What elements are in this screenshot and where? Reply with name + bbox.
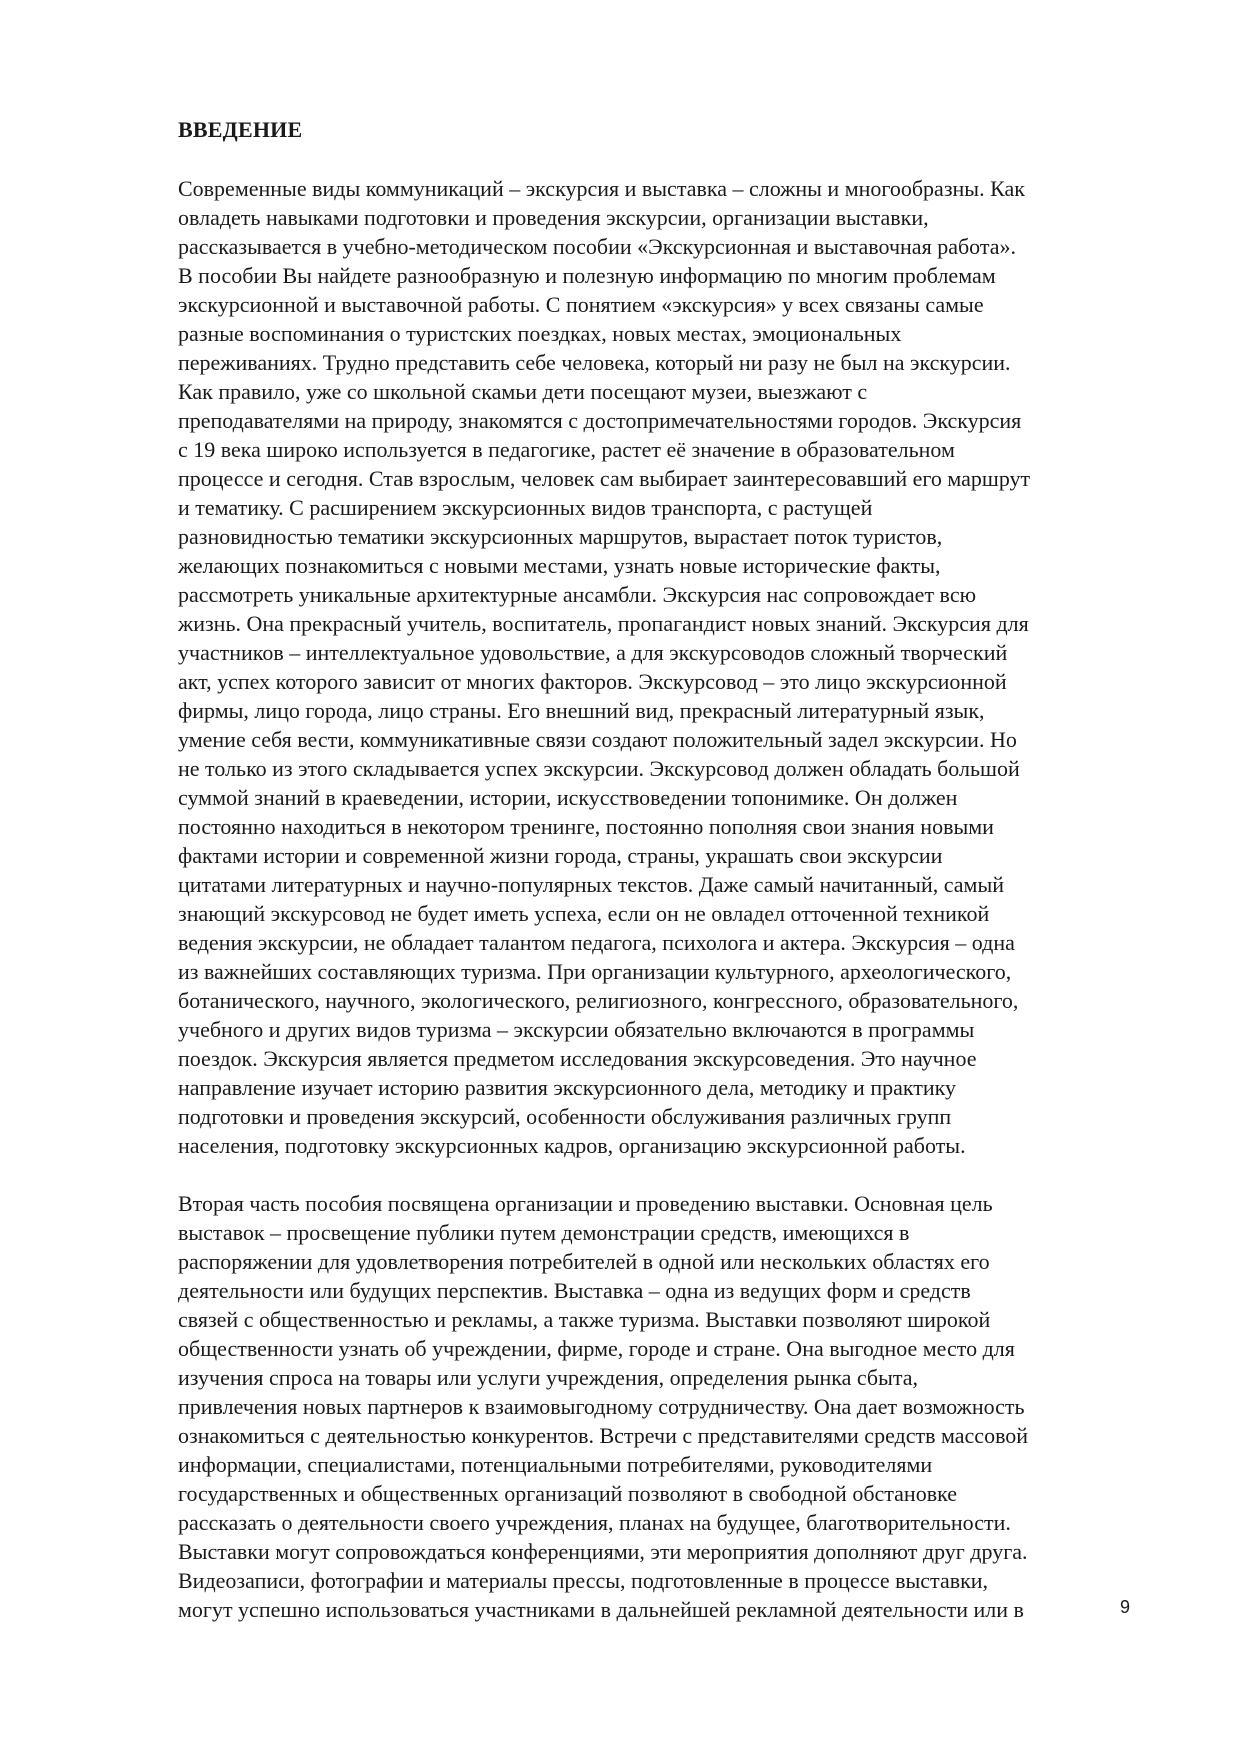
text-line: желающих познакомиться с новыми местами, узнать новые исторические факты, (178, 553, 941, 578)
text-line: экскурсионной и выставочной работы. С понятием «экскурсия» у всех связаны самые (178, 292, 984, 317)
text-line: направление изучает историю развития экскурсионного дела, методику и практику (178, 1075, 957, 1100)
text-line: деятельности или будущих перспектив. Выставка – одна из ведущих форм и средств (178, 1278, 971, 1303)
text-line: не только из этого складывается успех экскурсии. Экскурсовод должен обладать большой (178, 756, 1020, 781)
text-line: изучения спроса на товары или услуги учреждения, определения рынка сбыта, (178, 1365, 919, 1390)
text-line: привлечения новых партнеров к взаимовыгодному сотрудничеству. Она дает возможность (178, 1394, 1025, 1419)
text-line: Вторая часть пособия посвящена организации и проведению выставки. Основная цель (178, 1191, 993, 1216)
text-line: суммой знаний в краеведении, истории, искусствоведении топонимике. Он должен (178, 785, 958, 810)
text-line: ботанического, научного, экологического, религиозного, конгрессного, образовательного, (178, 988, 1019, 1013)
text-line: с 19 века широко используется в педагогике, растет её значение в образовательном (178, 437, 955, 462)
text-line: поездок. Экскурсия является предметом исследования экскурсоведения. Это научное (178, 1046, 977, 1071)
paragraph (178, 174, 1148, 1160)
page-number: 9 (1120, 1597, 1131, 1617)
text-line: распоряжении для удовлетворения потребителей в одной или нескольких областях его (178, 1249, 990, 1274)
text-line: разновидностью тематики экскурсионных маршрутов, вырастает поток туристов, (178, 524, 943, 549)
text-line: рассказывается в учебно-методическом пособии «Экскурсионная и выставочная работа». (178, 234, 1017, 259)
text-line: разные воспоминания о туристских поездках, новых местах, эмоциональных (178, 321, 902, 346)
text-line: связей с общественностью и рекламы, а также туризма. Выставки позволяют широкой (178, 1307, 991, 1332)
text-line: овладеть навыками подготовки и проведения экскурсии, организации выставки, (178, 205, 929, 230)
text-line: выставок – просвещение публики путем демонстрации средств, имеющихся в (178, 1220, 910, 1245)
text-line: преподавателями на природу, знакомятся с достопримечательностями городов. Экскурсия (178, 408, 1022, 433)
text-line: Выставки могут сопровождаться конференциями, эти мероприятия дополняют друг друга. (178, 1539, 1028, 1564)
text-line: В пособии Вы найдете разнообразную и полезную информацию по многим проблемам (178, 263, 996, 288)
text-line: умение себя вести, коммуникативные связи создают положительный задел экскурсии. Но (178, 727, 1017, 752)
text-line: фирмы, лицо города, лицо страны. Его внешний вид, прекрасный литературный язык, (178, 698, 985, 723)
text-line: участников – интеллектуальное удовольствие, а для экскурсоводов сложный творческий (178, 640, 1008, 665)
body-text (178, 174, 1148, 1624)
text-line: процессе и сегодня. Став взрослым, человек сам выбирает заинтересовавший его маршрут (178, 466, 1031, 491)
text-line: подготовки и проведения экскурсий, особенности обслуживания различных групп (178, 1104, 952, 1129)
text-line: учебного и других видов туризма – экскурсии обязательно включаются в программы (178, 1017, 975, 1042)
text-line: общественности узнать об учреждении, фирме, городе и стране. Она выгодное место для (178, 1336, 1015, 1361)
text-line: ведения экскурсии, не обладает талантом педагога, психолога и актера. Экскурсия – одна (178, 930, 1015, 955)
text-line: и тематику. С расширением экскурсионных видов транспорта, с растущей (178, 495, 873, 520)
text-line: акт, успех которого зависит от многих факторов. Экскурсовод – это лицо экскурсионной (178, 669, 1007, 694)
text-line: знающий экскурсовод не будет иметь успеха, если он не овладел отточенной техникой (178, 901, 990, 926)
page-heading: ВВЕДЕНИЕ (178, 117, 303, 142)
text-line: ознакомиться с деятельностью конкурентов. Встречи с представителями средств массовой (178, 1423, 1029, 1448)
page-content (178, 116, 1148, 1624)
text-line: жизнь. Она прекрасный учитель, воспитатель, пропагандист новых знаний. Экскурсия для (178, 611, 1029, 636)
text-line: Как правило, уже со школьной скамьи дети посещают музеи, выезжают с (178, 379, 868, 404)
text-line: рассмотреть уникальные архитектурные ансамбли. Экскурсия нас сопровождает всю (178, 582, 977, 607)
paragraph-gap (178, 1160, 1148, 1189)
text-line: постоянно находиться в некотором тренинге, постоянно пополняя свои знания новыми (178, 814, 994, 839)
text-line: могут успешно использоваться участниками в дальнейшей рекламной деятельности или в (178, 1597, 1024, 1622)
text-line: фактами истории и современной жизни города, страны, украшать свои экскурсии (178, 843, 943, 868)
text-line: рассказать о деятельности своего учреждения, планах на будущее, благотворительности. (178, 1510, 1011, 1535)
text-line: Современные виды коммуникаций – экскурсия и выставка – сложны и многообразны. Как (178, 176, 1025, 201)
text-line: информации, специалистами, потенциальными потребителями, руководителями (178, 1452, 933, 1477)
text-line: цитатами литературных и научно-популярных текстов. Даже самый начитанный, самый (178, 872, 1004, 897)
text-line: населения, подготовку экскурсионных кадров, организацию экскурсионной работы. (178, 1133, 966, 1158)
text-line: Видеозаписи, фотографии и материалы прессы, подготовленные в процессе выставки, (178, 1568, 989, 1593)
paragraph (178, 1189, 1148, 1624)
text-line: переживаниях. Трудно представить себе человека, который ни разу не был на экскурсии. (178, 350, 1011, 375)
text-line: государственных и общественных организаций позволяют в свободной обстановке (178, 1481, 957, 1506)
text-line: из важнейших составляющих туризма. При организации культурного, археологического, (178, 959, 1012, 984)
